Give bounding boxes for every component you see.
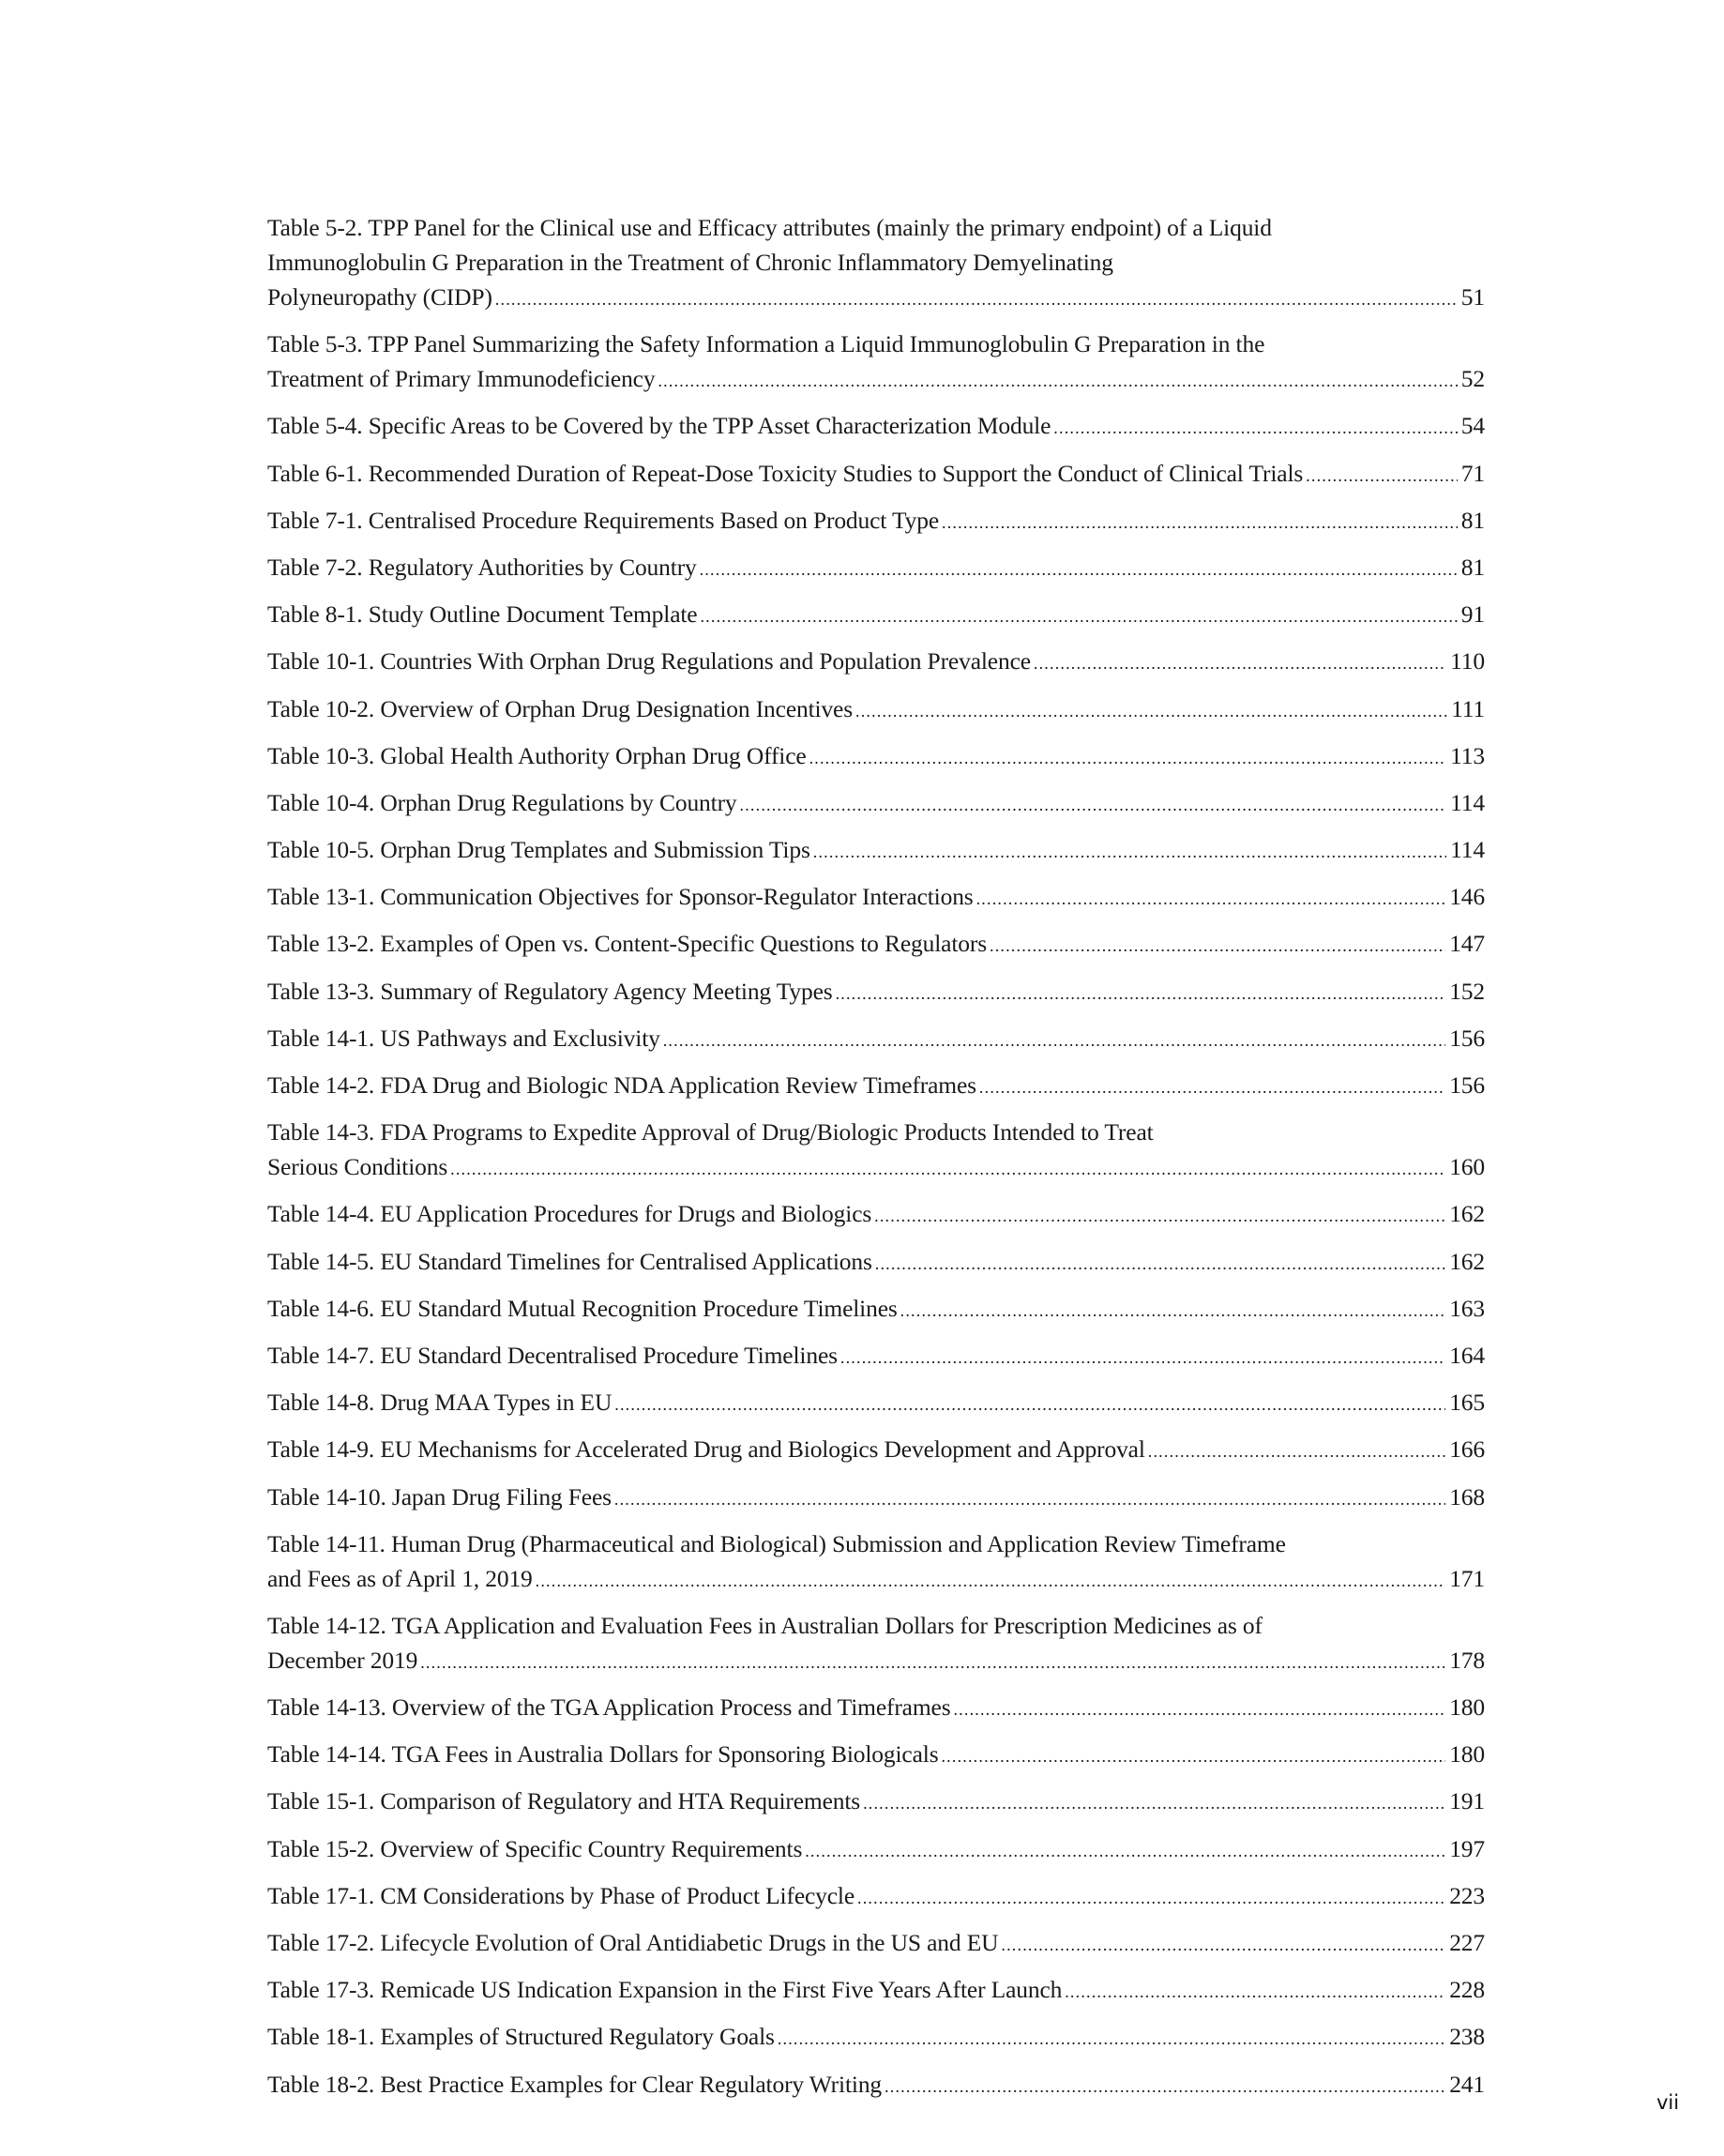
toc-entry-title-line: Table 6-1. Recommended Duration of Repeat-Dose Toxicity Studies to Support the Conduct of Clinical Trials (267, 459, 1304, 487)
dot-leader (813, 835, 1446, 870)
toc-page-number[interactable]: 162 (1449, 1247, 1485, 1275)
toc-page-number[interactable]: 165 (1449, 1389, 1485, 1417)
toc-entry-title-line: Table 14-7. EU Standard Decentralised Procedure Timelines (267, 1341, 838, 1369)
toc-entry[interactable] (267, 1338, 1485, 1375)
toc-entry[interactable] (267, 691, 1485, 729)
toc-entry-title-line: Table 7-2. Regulatory Authorities by Country (267, 553, 697, 581)
toc-entry[interactable] (267, 1021, 1485, 1058)
dot-leader (976, 882, 1446, 917)
toc-entry-final-line (267, 974, 1485, 1011)
toc-entry[interactable] (267, 785, 1485, 823)
toc-entry[interactable] (267, 456, 1485, 493)
toc-entry-title-line: Table 7-1. Centralised Procedure Requirements Based on Product Type (267, 506, 940, 534)
dot-leader (885, 2070, 1445, 2104)
toc-entry-title-line: Table 17-3. Remicade US Indication Expansion in the First Five Years After Launch (267, 1976, 1063, 2004)
toc-entry-title-line: Table 10-2. Overview of Orphan Drug Designation Incentives (267, 694, 853, 722)
toc-entry-title-line: Table 13-3. Summary of Regulatory Agency Meeting Types (267, 977, 833, 1005)
dot-leader (614, 1482, 1445, 1517)
dot-leader (740, 788, 1447, 823)
toc-entry[interactable] (267, 408, 1485, 446)
dot-leader (1148, 1435, 1445, 1469)
dot-leader (1034, 646, 1446, 681)
dot-leader (700, 600, 1457, 634)
toc-entry-final-line (267, 597, 1485, 634)
dot-leader (450, 1152, 1445, 1187)
toc-entry-title-line: Table 14-9. EU Mechanisms for Accelerated Drug and Biologics Development and Approval (267, 1435, 1145, 1464)
dot-leader (990, 929, 1445, 964)
toc-entry-final-line (267, 1737, 1485, 1774)
toc-entry-final-line (267, 456, 1485, 493)
toc-entry-title-line: Table 17-1. CM Considerations by Phase of Product Lifecycle (267, 1881, 855, 1909)
toc-entry-title-line: Table 14-13. Overview of the TGA Application Process and Timeframes (267, 1693, 951, 1722)
toc-entry-title-line: Table 14-14. TGA Fees in Australia Dollars for Sponsoring Biologicals (267, 1740, 939, 1769)
toc-page-number[interactable]: 180 (1449, 1740, 1485, 1769)
toc-entry-final-line (267, 1643, 1485, 1680)
toc-entry-title-line: Table 14-8. Drug MAA Types in EU (267, 1389, 612, 1417)
toc-entry-final-line (267, 1972, 1485, 2010)
toc-entry-final-line (267, 1784, 1485, 1821)
toc-page-number[interactable]: 54 (1460, 412, 1485, 440)
toc-entry-final-line (267, 1338, 1485, 1375)
toc-entry-final-line (267, 1831, 1485, 1869)
dot-leader (875, 1247, 1445, 1282)
toc-entry-final-line (267, 832, 1485, 870)
toc-page-number[interactable]: 180 (1449, 1693, 1485, 1722)
toc-entry[interactable] (267, 879, 1485, 917)
dot-leader (900, 1294, 1446, 1329)
toc-page-number[interactable]: 197 (1449, 1834, 1485, 1862)
toc-entry-final-line (267, 1291, 1485, 1329)
dot-leader (941, 1739, 1445, 1774)
toc-page-number[interactable]: 114 (1450, 836, 1485, 864)
toc-entry[interactable] (267, 1432, 1485, 1469)
toc-entry-final-line (267, 1690, 1485, 1727)
toc-entry[interactable] (267, 1068, 1485, 1105)
page-number-footer: vii (1656, 2091, 1680, 2114)
toc-entry-final-line (267, 1480, 1485, 1517)
toc-entry-final-line (267, 408, 1485, 446)
dot-leader (979, 1070, 1445, 1105)
toc-entry[interactable] (267, 738, 1485, 776)
toc-entry-title-line: Table 14-12. TGA Application and Evaluation Fees in Australian Dollars for Prescription Medicines as of (267, 1611, 1263, 1639)
toc-entry[interactable] (267, 1115, 1485, 1187)
toc-entry[interactable] (267, 550, 1485, 587)
dot-leader (1065, 1975, 1445, 2010)
toc-page-number[interactable]: 81 (1460, 553, 1485, 581)
toc-entry-title-line: Table 10-1. Countries With Orphan Drug Regulations and Population Prevalence (267, 647, 1031, 676)
toc-entry-title-line: Table 14-2. FDA Drug and Biologic NDA Application Review Timeframes (267, 1071, 976, 1099)
toc-entry[interactable] (267, 926, 1485, 964)
toc-entry[interactable] (267, 1831, 1485, 1869)
toc-page-number[interactable]: 156 (1449, 1071, 1485, 1099)
toc-entry-final-line (267, 644, 1485, 681)
toc-entry-final-line (267, 2019, 1485, 2057)
dot-leader (874, 1199, 1445, 1234)
toc-entry-title-line: Table 8-1. Study Outline Document Template (267, 600, 698, 629)
toc-entry-title-line: Table 14-4. EU Application Procedures for Drugs and Biologics (267, 1200, 872, 1228)
toc-page-number[interactable]: 146 (1449, 883, 1485, 911)
toc-entry-final-line (267, 280, 1485, 317)
toc-page-number[interactable]: 171 (1449, 1564, 1485, 1592)
toc-entry[interactable] (267, 210, 1485, 317)
toc-entry-final-line (267, 1385, 1485, 1422)
toc-entry-title-line: Table 15-1. Comparison of Regulatory and HTA Requirements (267, 1787, 861, 1815)
dot-leader (536, 1564, 1446, 1599)
dot-leader (658, 364, 1457, 399)
toc-entry-title-line: Table 14-10. Japan Drug Filing Fees (267, 1482, 612, 1511)
toc-entry-title-line: Serious Conditions (267, 1153, 448, 1181)
toc-entry-title-line: Table 14-6. EU Standard Mutual Recognition Procedure Timelines (267, 1294, 898, 1322)
dot-leader (836, 977, 1446, 1011)
toc-entry-title-line: Table 17-2. Lifecycle Evolution of Oral Antidiabetic Drugs in the US and EU (267, 1929, 999, 1956)
dot-leader (700, 553, 1458, 587)
toc-entry-title-line: Table 14-5. EU Standard Timelines for Centralised Applications (267, 1247, 872, 1275)
toc-entry-title-line: Table 5-2. TPP Panel for the Clinical use and Efficacy attributes (mainly the primary endpoint) of a Liquid (267, 214, 1272, 241)
toc-entry-final-line (267, 1149, 1485, 1187)
dot-leader (420, 1646, 1445, 1680)
dot-leader (805, 1834, 1445, 1869)
toc-entry[interactable] (267, 832, 1485, 870)
toc-entry-title-line: Table 5-4. Specific Areas to be Covered by the TPP Asset Characterization Module (267, 412, 1051, 440)
toc-entry[interactable] (267, 2019, 1485, 2057)
toc-entry[interactable] (267, 644, 1485, 681)
toc-entry[interactable] (267, 1385, 1485, 1422)
toc-entry[interactable] (267, 1608, 1485, 1680)
toc-entry-title-line: Table 14-3. FDA Programs to Expedite Approval of Drug/Biologic Products Intended to Treat (267, 1118, 1154, 1146)
toc-entry-final-line (267, 738, 1485, 776)
toc-page-number[interactable]: 147 (1449, 930, 1485, 958)
toc-page-number[interactable]: 91 (1460, 600, 1485, 629)
toc-entry-final-line (267, 1925, 1485, 1963)
toc-entry[interactable] (267, 974, 1485, 1011)
toc-page-number[interactable]: 111 (1451, 694, 1485, 722)
dot-leader (953, 1693, 1445, 1727)
dot-leader (663, 1024, 1445, 1058)
toc-page-number[interactable]: 71 (1460, 459, 1485, 487)
toc-entry[interactable] (267, 597, 1485, 634)
toc-page-number[interactable]: 81 (1460, 506, 1485, 534)
toc-entry[interactable] (267, 1784, 1485, 1821)
toc-entry-final-line (267, 1068, 1485, 1105)
toc-page-number[interactable]: 110 (1450, 647, 1485, 676)
toc-entry-final-line (267, 1196, 1485, 1234)
toc-entry-title-line: Table 14-11. Human Drug (Pharmaceutical and Biological) Submission and Application Review Timeframe (267, 1529, 1286, 1557)
toc-entry-title-line: Table 10-3. Global Health Authority Orphan Drug Office (267, 741, 807, 769)
toc-entry-final-line (267, 691, 1485, 729)
toc-entry-title-line: Table 15-2. Overview of Specific Country Requirements (267, 1834, 803, 1862)
toc-entry-title-line: Table 10-4. Orphan Drug Regulations by Country (267, 788, 737, 816)
toc-entry-title-line: Table 18-2. Best Practice Examples for Clear Regulatory Writing (267, 2070, 883, 2098)
toc-entry[interactable] (267, 1972, 1485, 2010)
toc-entry[interactable] (267, 1737, 1485, 1774)
toc-entry[interactable] (267, 1291, 1485, 1329)
toc-entry-title-line: Table 10-5. Orphan Drug Templates and Submission Tips (267, 836, 810, 864)
dot-leader (863, 1786, 1445, 1821)
toc-page-number[interactable]: 113 (1450, 741, 1485, 769)
toc-page-number[interactable]: 228 (1449, 1976, 1485, 2004)
toc-entry[interactable] (267, 2067, 1485, 2104)
toc-entry[interactable] (267, 1196, 1485, 1234)
toc-page-number[interactable]: 51 (1460, 283, 1485, 311)
toc-entry-final-line (267, 503, 1485, 540)
toc-page-number[interactable]: 178 (1449, 1646, 1485, 1674)
toc-entry-title-line: Table 13-2. Examples of Open vs. Content-Specific Questions to Regulators (267, 930, 987, 958)
toc-entry[interactable] (267, 503, 1485, 540)
toc-page-number[interactable]: 168 (1449, 1482, 1485, 1511)
toc-entry[interactable] (267, 1925, 1485, 1963)
toc-page-number[interactable]: 191 (1449, 1787, 1485, 1815)
toc-entry-final-line (267, 361, 1485, 399)
toc-page-number[interactable]: 227 (1449, 1929, 1485, 1956)
toc-entry-title-line: December 2019 (267, 1646, 418, 1674)
toc-entry-final-line (267, 2067, 1485, 2104)
dot-leader (1053, 411, 1458, 446)
dot-leader (614, 1388, 1445, 1422)
dot-leader (855, 694, 1447, 729)
toc-page-number[interactable]: 156 (1449, 1024, 1485, 1052)
dot-leader (942, 506, 1458, 540)
toc-entry-title-line: Treatment of Primary Immunodeficiency (267, 365, 656, 393)
toc-entry[interactable] (267, 1480, 1485, 1517)
toc-entry-title-line: Table 5-3. TPP Panel Summarizing the Safety Information a Liquid Immunoglobulin G Preparation in the (267, 330, 1265, 358)
toc-page-number[interactable]: 163 (1449, 1294, 1485, 1322)
toc-entry-final-line (267, 785, 1485, 823)
toc-entry-final-line (267, 1432, 1485, 1469)
toc-page-number[interactable]: 160 (1449, 1153, 1485, 1181)
toc-page-number[interactable]: 152 (1449, 977, 1485, 1005)
toc-entry-final-line (267, 550, 1485, 587)
toc-page-number[interactable]: 223 (1449, 1881, 1485, 1909)
toc-entry[interactable] (267, 1526, 1485, 1599)
list-of-tables (267, 210, 1485, 2114)
dot-leader (1001, 1928, 1445, 1963)
toc-entry-final-line (267, 1021, 1485, 1058)
toc-entry-title-line: Polyneuropathy (CIDP) (267, 283, 492, 311)
toc-page-number[interactable]: 166 (1449, 1435, 1485, 1464)
dot-leader (1306, 459, 1458, 493)
toc-page-number[interactable]: 114 (1450, 788, 1485, 816)
toc-entry-title-line: Table 14-1. US Pathways and Exclusivity (267, 1024, 660, 1052)
toc-entry-title-line: and Fees as of April 1, 2019 (267, 1564, 533, 1592)
toc-entry-title-line: Immunoglobulin G Preparation in the Treatment of Chronic Inflammatory Demyelinating (267, 249, 1113, 276)
dot-leader (857, 1881, 1445, 1916)
toc-entry-final-line (267, 1878, 1485, 1916)
toc-entry[interactable] (267, 326, 1485, 399)
toc-entry-final-line (267, 1561, 1485, 1599)
toc-entry-title-line: Table 18-1. Examples of Structured Regulatory Goals (267, 2023, 775, 2051)
dot-leader (809, 741, 1447, 776)
dot-leader (778, 2022, 1445, 2057)
toc-entry-final-line (267, 1244, 1485, 1282)
toc-page-number[interactable]: 52 (1460, 365, 1485, 393)
toc-page-number[interactable]: 238 (1449, 2023, 1485, 2051)
toc-entry[interactable] (267, 1690, 1485, 1727)
toc-entry-title-line: Table 13-1. Communication Objectives for Sponsor-Regulator Interactions (267, 883, 974, 911)
toc-entry-final-line (267, 879, 1485, 917)
toc-page-number[interactable]: 241 (1449, 2070, 1485, 2098)
toc-entry[interactable] (267, 1878, 1485, 1916)
toc-page-number[interactable]: 164 (1449, 1341, 1485, 1369)
toc-entry[interactable] (267, 1244, 1485, 1282)
dot-leader (840, 1341, 1445, 1375)
dot-leader (495, 282, 1458, 317)
toc-page-number[interactable]: 162 (1449, 1200, 1485, 1228)
toc-entry-final-line (267, 926, 1485, 964)
